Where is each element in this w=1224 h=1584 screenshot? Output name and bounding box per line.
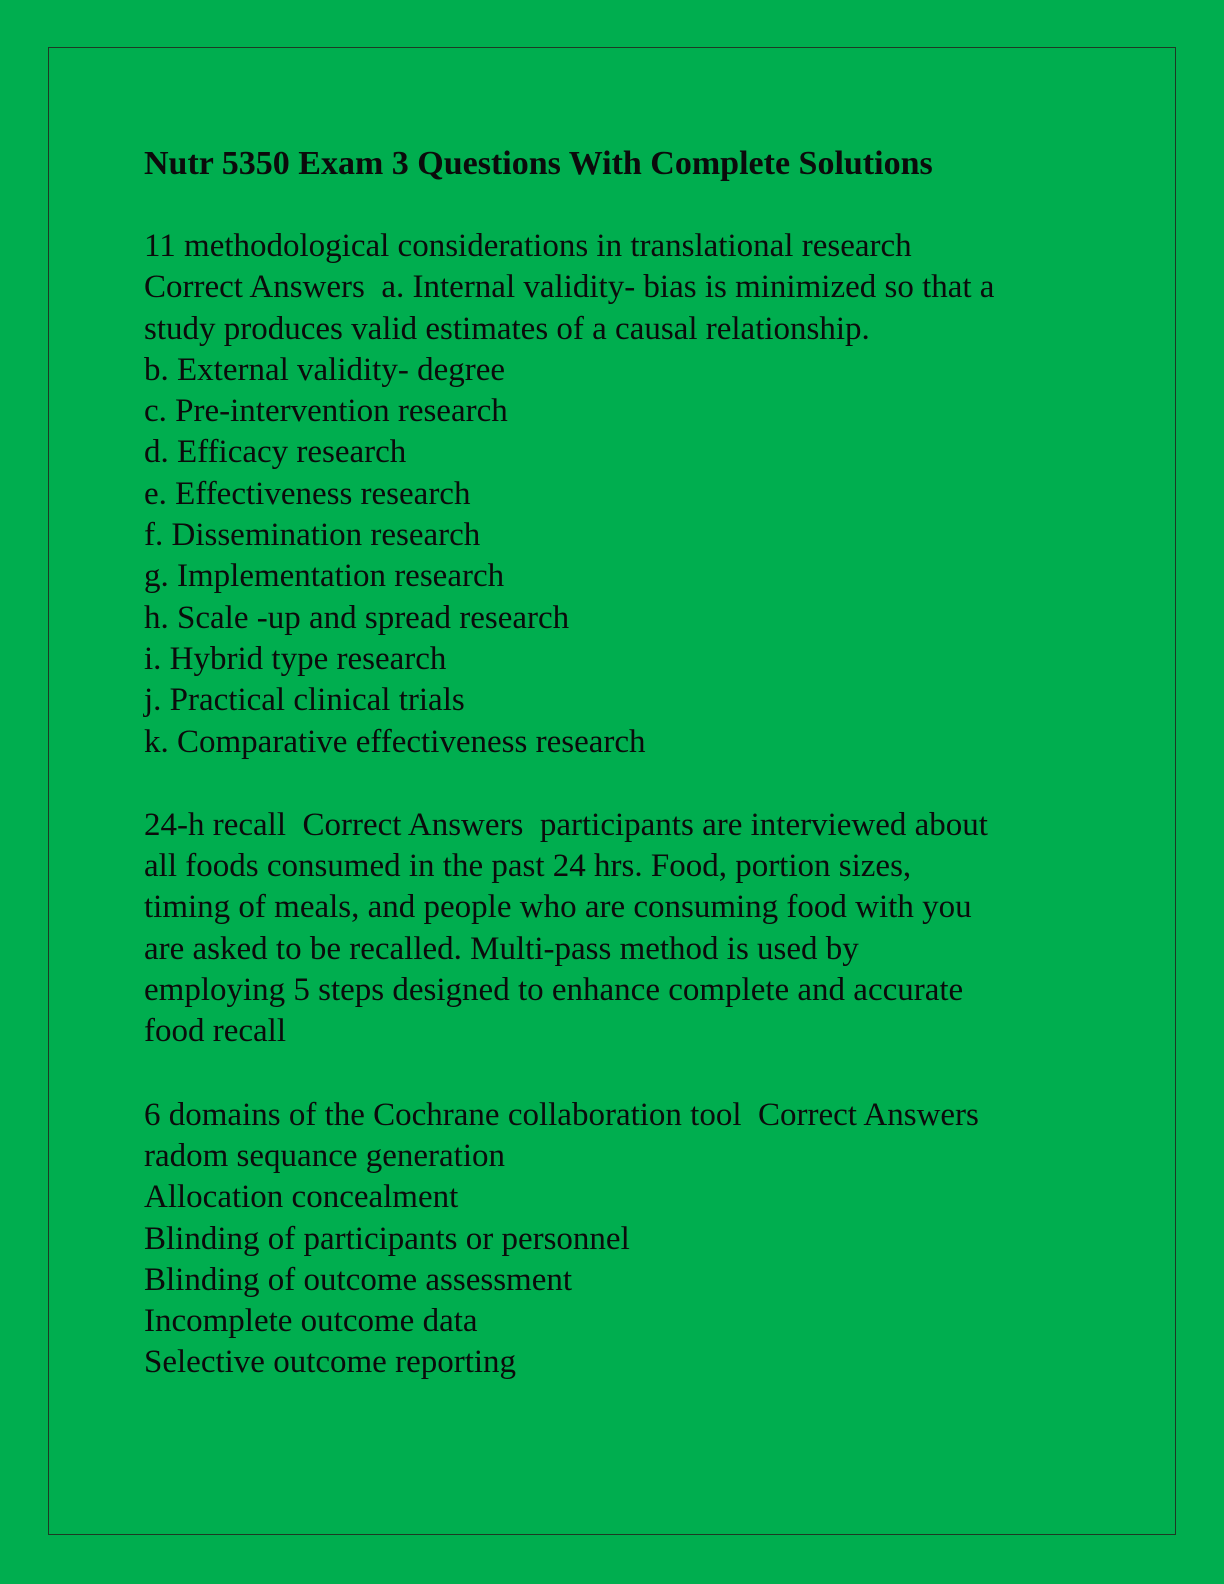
answer-line: e. Effectiveness research (144, 475, 471, 512)
document-title: Nutr 5350 Exam 3 Questions With Complete Solutions (144, 145, 933, 182)
question-line: 6 domains of the Cochrane collaboration tool Correct Answers (144, 1096, 979, 1133)
answer-line: Blinding of participants or personnel (144, 1220, 630, 1257)
answer-line: c. Pre-intervention research (144, 393, 508, 430)
answer-line: Selective outcome reporting (144, 1344, 517, 1381)
question-line: 24-h recall Correct Answers participants are interviewed about (144, 806, 988, 843)
question-line: 11 methodological considerations in translational research (144, 228, 912, 264)
answer-line: study produces valid estimates of a causal relationship. (144, 310, 870, 347)
question-block-translational-research (144, 226, 1084, 763)
answer-line: b. External validity- degree (144, 351, 506, 388)
answer-line: food recall (144, 1013, 287, 1050)
answer-line: all foods consumed in the past 24 hrs. Food, portion sizes, (144, 848, 912, 885)
answer-line: k. Comparative effectiveness research (144, 723, 646, 760)
answer-line: are asked to be recalled. Multi-pass method is used by (144, 930, 859, 967)
answer-line: Incomplete outcome data (144, 1303, 478, 1340)
answer-line: i. Hybrid type research (144, 640, 447, 677)
answer-line: radom sequance generation (144, 1137, 506, 1174)
answer-line: employing 5 steps designed to enhance complete and accurate (144, 972, 964, 1009)
answer-line: timing of meals, and people who are consuming food with you (144, 889, 972, 926)
answer-line: Correct Answers a. Internal validity- bias is minimized so that a (144, 269, 995, 306)
question-block-24h-recall (144, 805, 1084, 1053)
answer-line: Allocation concealment (144, 1179, 459, 1216)
document-body (144, 144, 1084, 1384)
answer-line: Blinding of outcome assessment (144, 1261, 573, 1298)
answer-line: d. Efficacy research (144, 434, 407, 471)
answer-line: j. Practical clinical trials (144, 682, 465, 719)
answer-line: f. Dissemination research (144, 517, 481, 554)
answer-line: h. Scale -up and spread research (144, 599, 570, 636)
question-block-cochrane-domains (144, 1095, 1084, 1384)
answer-line: g. Implementation research (144, 558, 505, 595)
